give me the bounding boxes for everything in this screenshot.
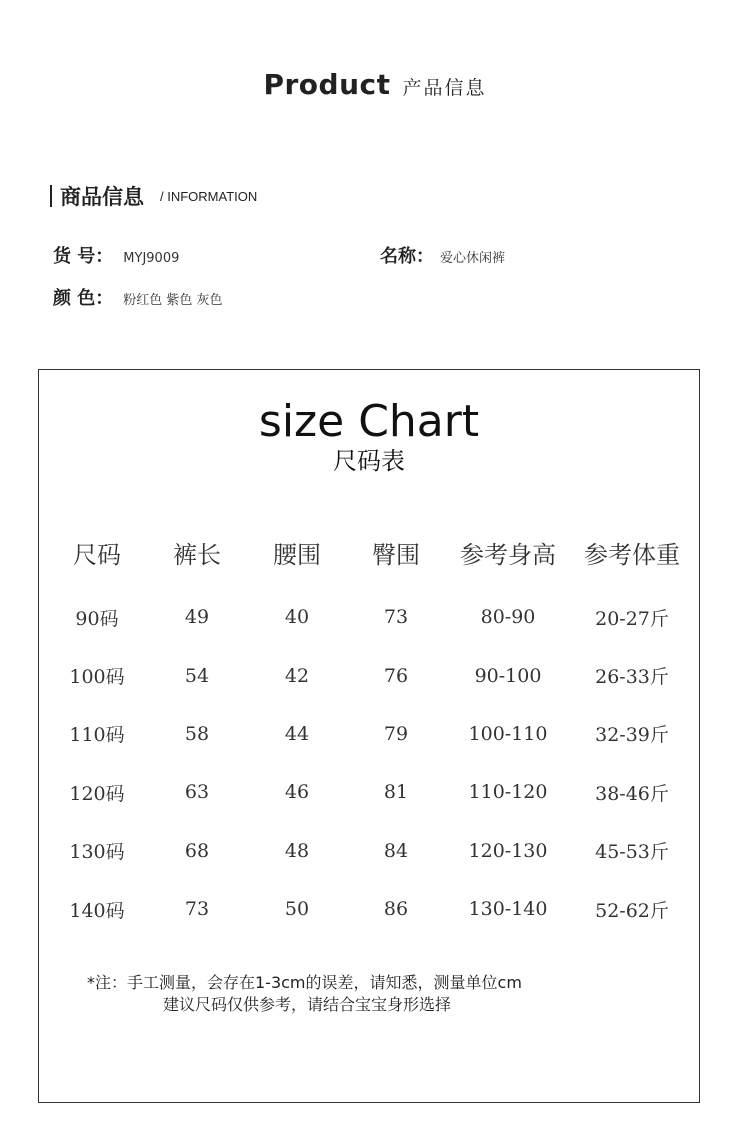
table-cell: 86: [383, 898, 409, 921]
table-cell: 40: [284, 606, 310, 629]
table-cell: 90码: [75, 607, 119, 630]
table-cell: 50: [284, 898, 310, 921]
table-cell: 73: [184, 898, 210, 921]
section-title-en: / INFORMATION: [160, 188, 258, 204]
table-cell: 26-33斤: [595, 666, 669, 689]
table-row: [47, 588, 693, 646]
note-line-2: 建议尺码仅供参考，请结合宝宝身形选择: [163, 995, 452, 1014]
table-cell: 79: [383, 722, 409, 745]
item-no-label: 货 号：: [53, 246, 114, 267]
header-title-cn: 产品信息: [402, 77, 487, 99]
table-cell: 140码: [69, 899, 125, 922]
table-row: [47, 646, 693, 704]
table-cell: 73: [383, 606, 409, 629]
color-label: 颜 色：: [53, 288, 114, 309]
table-cell: 63: [184, 781, 210, 804]
table-cell: 110-120: [468, 781, 548, 804]
table-row: [47, 822, 693, 880]
table-cell: 44: [284, 722, 310, 745]
header-title-en: Product: [263, 68, 391, 101]
table-cell: 54: [184, 664, 210, 687]
info-item-no: [53, 242, 179, 268]
size-chart-subtitle: 尺码表: [333, 447, 405, 475]
section-title-cn: 商品信息: [60, 185, 144, 209]
section-title: [50, 180, 257, 212]
note-line-1: *注：手工测量，会存在1-3cm的误差，请知悉，测量单位cm: [87, 973, 522, 992]
column-header: 参考体重: [584, 540, 680, 569]
table-cell: 32-39斤: [595, 724, 669, 747]
table-cell: 48: [284, 839, 310, 862]
column-header: 参考身高: [460, 540, 556, 569]
table-cell: 110码: [69, 724, 125, 747]
table-cell: 120码: [69, 782, 125, 805]
table-cell: 81: [383, 781, 409, 804]
page-header: [0, 68, 750, 101]
table-cell: 76: [383, 664, 409, 687]
color-value: 粉红色 紫色 灰色: [123, 293, 223, 308]
table-cell: 20-27斤: [595, 607, 669, 630]
item-no-value: MYJ9009: [123, 251, 180, 266]
column-header: 裤长: [173, 540, 221, 569]
table-row: [47, 880, 693, 938]
section-title-bar: [50, 185, 52, 207]
name-value: 爱心休闲裤: [440, 251, 506, 266]
table-cell: 42: [284, 664, 310, 687]
size-table-header: [47, 530, 693, 574]
table-cell: 68: [184, 839, 210, 862]
table-cell: 84: [383, 839, 409, 862]
table-cell: 45-53斤: [595, 841, 669, 864]
size-chart-title: size Chart: [258, 396, 480, 447]
table-cell: 130-140: [468, 898, 548, 921]
table-cell: 38-46斤: [595, 782, 669, 805]
table-row: [47, 763, 693, 821]
size-chart-box: [38, 369, 700, 1103]
info-name: [380, 242, 505, 268]
table-cell: 58: [184, 722, 210, 745]
column-header: 尺码: [73, 540, 121, 569]
size-table: [47, 530, 693, 938]
table-cell: 120-130: [468, 839, 548, 862]
column-header: 腰围: [273, 540, 321, 569]
table-cell: 130码: [69, 841, 125, 864]
info-color: [53, 284, 223, 310]
table-cell: 52-62斤: [595, 899, 669, 922]
table-cell: 90-100: [474, 664, 542, 687]
name-label: 名称：: [380, 246, 434, 267]
table-cell: 100-110: [468, 722, 548, 745]
table-cell: 49: [184, 606, 210, 629]
table-cell: 100码: [69, 666, 125, 689]
table-cell: 46: [284, 781, 310, 804]
table-cell: 80-90: [480, 606, 536, 629]
column-header: 臀围: [372, 540, 420, 569]
table-row: [47, 705, 693, 763]
measurement-note: [87, 972, 522, 1016]
